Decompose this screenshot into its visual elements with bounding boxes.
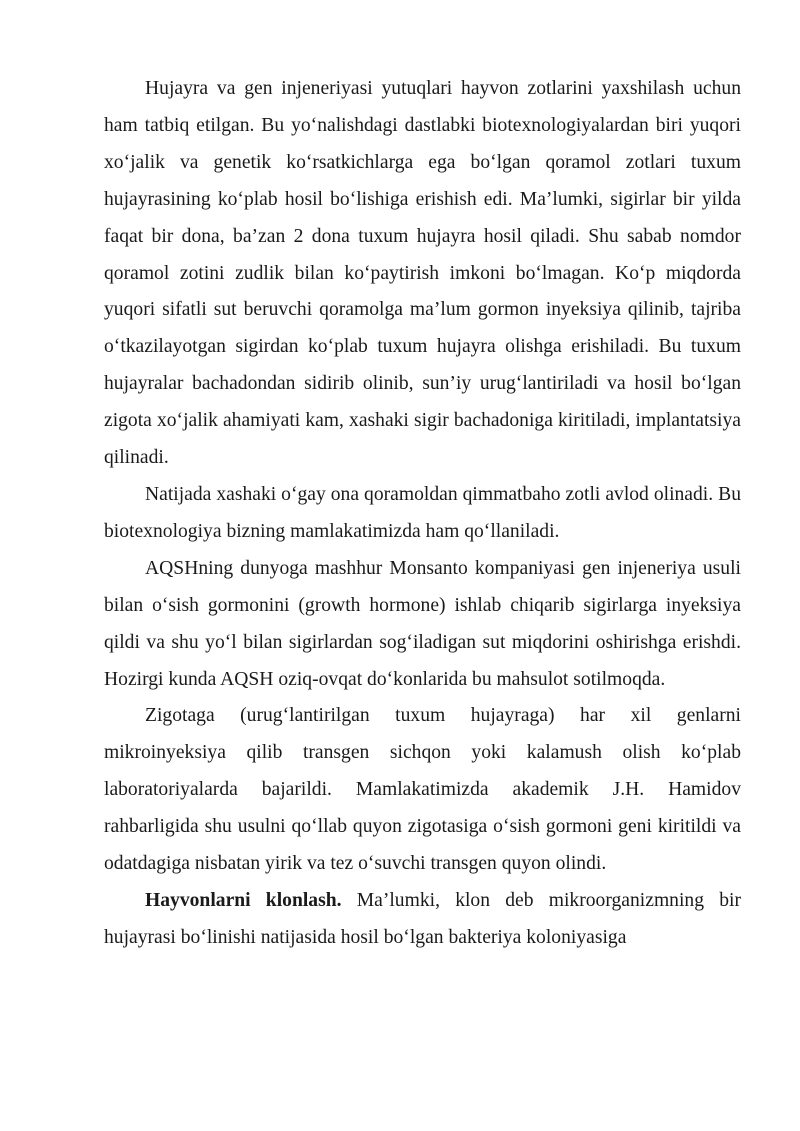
paragraph-1: [104, 71, 741, 477]
paragraph-2: [104, 477, 741, 551]
paragraph-5: [104, 883, 741, 957]
document-page: [104, 71, 741, 957]
section-heading-cloning: Hayvonlarni klonlash.: [145, 889, 342, 911]
paragraph-1-text: Hujayra va gen injeneriyasi yutuqlari hayvon zotlarini yaxshilash uchun ham tatbiq etilgan. Bu yo‘nalishdagi dastlabki biotexnologiyalardan biri yuqori xo‘jalik va genetik ko‘rsatkichlarga ega bo‘lgan qoramol zotlari tuxum hujayrasining ko‘plab hosil bo‘lishiga erishish edi. Ma’lumki, sigirlar bir yilda faqat bir dona, ba’zan 2 dona tuxum hujayra hosil qiladi. Shu sabab nomdor qoramol zotini zudlik bilan ko‘paytirish imkoni bo‘lmagan. Ko‘p miqdorda yuqori sifatli sut beruvchi qoramolga ma’lum gormon inyeksiya qilinib, tajriba o‘tkazilayotgan sigirdan ko‘plab tuxum hujayra olishga erishiladi. Bu tuxum hujayralar bachadondan sidirib olinib, sun’iy urug‘lantiriladi va hosil bo‘lgan zigota xo‘jalik ahamiyati kam, xashaki sigir bachadoniga kiritiladi, implantatsiya qilinadi.: [104, 78, 741, 469]
paragraph-5-text: Ma’lumki, klon deb mikroorganizmning bir hujayrasi bo‘linishi natijasida hosil bo‘lgan bakteriya koloniyasiga: [104, 889, 741, 948]
paragraph-4: [104, 698, 741, 883]
paragraph-4-text: Zigotaga (urug‘lantirilgan tuxum hujayraga) har xil genlarni mikroinyeksiya qilib transgen sichqon yoki kalamush olish ko‘plab laboratoriyalarda bajarildi. Mamlakatimizda akademik J.H. Hamidov rahbarligida shu usulni qo‘llab quyon zigotasiga o‘sish gormoni geni kiritildi va odatdagiga nisbatan yirik va tez o‘suvchi transgen quyon olindi.: [104, 705, 741, 875]
paragraph-3-text: AQSHning dunyoga mashhur Monsanto kompaniyasi gen injeneriya usuli bilan o‘sish gormonini (growth hormone) ishlab chiqarib sigirlarga inyeksiya qildi va shu yo‘l bilan sigirlardan sog‘iladigan sut miqdorini oshirishga erishdi. Hozirgi kunda AQSH oziq-ovqat do‘konlarida bu mahsulot sotilmoqda.: [104, 557, 741, 690]
paragraph-2-text: Natijada xashaki o‘gay ona qoramoldan qimmatbaho zotli avlod olinadi. Bu biotexnologiya bizning mamlakatimizda ham qo‘llaniladi.: [104, 483, 741, 542]
paragraph-3: [104, 551, 741, 699]
